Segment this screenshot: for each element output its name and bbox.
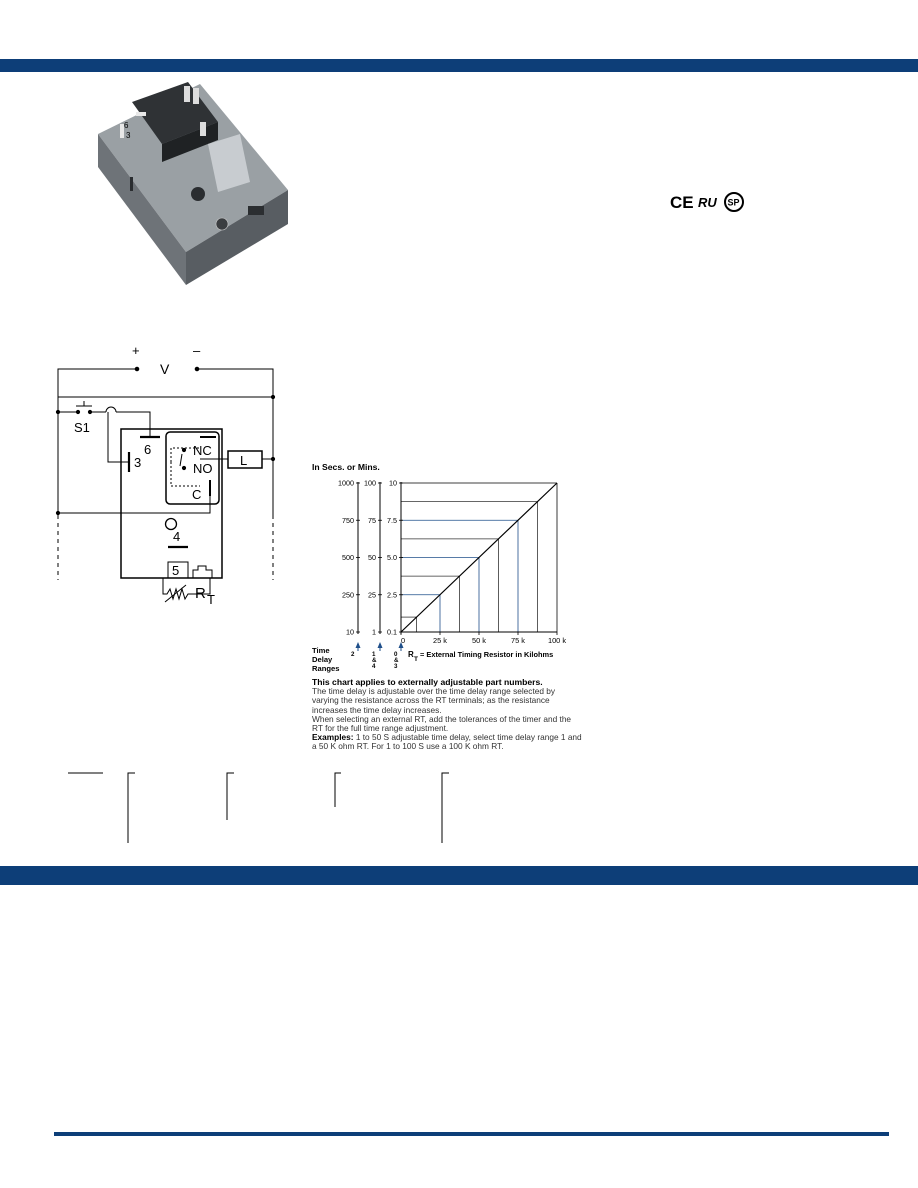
range-id-amp-2: &	[394, 657, 399, 664]
left-supply-wire	[58, 369, 137, 515]
terminal-6-label: 6	[144, 442, 152, 457]
y-axis-0-label-0: 1000	[338, 478, 354, 488]
photo-blade-1	[184, 86, 190, 102]
c-label: C	[192, 487, 202, 502]
y-axis-1-label-2: 50	[368, 553, 376, 563]
range-id-3: 3	[394, 663, 398, 670]
ordering-brackets	[60, 768, 460, 848]
bracket-line-3	[335, 773, 341, 807]
range-label-delay: Delay	[312, 655, 333, 664]
svg-text:SP: SP	[727, 197, 740, 208]
photo-slot	[130, 177, 133, 191]
range-id-amp-1: &	[372, 657, 377, 664]
wire-to-terminal-3	[108, 412, 128, 462]
range-id-0: 0	[394, 651, 398, 658]
product-photo	[90, 82, 290, 287]
y-axis-1-label-1: 75	[368, 515, 376, 525]
terminal-3-label: 3	[134, 455, 142, 470]
plus-terminal-dot	[135, 367, 139, 371]
notes-paragraph-2: When selecting an external RT, add the tolerances of the timer and the RT for the full time range adjustment.	[312, 713, 572, 734]
junction-dot-4	[56, 511, 59, 514]
x-tick-label-2: 50 k	[472, 636, 486, 645]
photo-terminal-3-label: 3	[126, 131, 131, 140]
y-axis-2-label-0: 10	[389, 478, 397, 488]
y-axis-0-label-4: 10	[346, 627, 354, 637]
nc-label: NC	[193, 443, 212, 458]
nc-dot	[182, 448, 185, 451]
section-divider-band	[0, 866, 918, 885]
y-axis-0-label-1: 750	[342, 515, 354, 525]
photo-blade-2	[193, 88, 199, 104]
no-label: NO	[193, 461, 213, 476]
x-tick-label-4: 100 k	[547, 636, 567, 645]
bracket-line-4	[442, 773, 449, 843]
footer-rule	[54, 1132, 889, 1136]
xlabel-prefix: R	[408, 650, 414, 659]
x-tick-label-1: 25 k	[433, 636, 447, 645]
top-header-band	[0, 59, 918, 72]
right-supply-wire	[197, 369, 273, 515]
y-axis-2-label-2: 5.0	[387, 553, 397, 563]
y-axis-2-label-3: 2.5	[387, 590, 397, 600]
notes-examples	[312, 733, 582, 751]
notes-heading: This chart applies to externally adjustable part numbers.	[312, 677, 543, 687]
terminal-rt-tab	[193, 566, 212, 578]
x-tick-label-0: 0	[401, 636, 406, 645]
y-axis-1-label-3: 25	[368, 590, 376, 600]
junction-dot-2	[271, 395, 274, 398]
range-id-2: 2	[351, 651, 355, 658]
photo-dial	[216, 218, 228, 230]
junction-dot-1	[56, 410, 59, 413]
no-dot	[182, 466, 185, 469]
photo-pot-hole	[191, 187, 205, 201]
wire-crossover	[106, 407, 116, 412]
y-axis-0-label-3: 250	[342, 590, 354, 600]
y-axis-1-label-0: 100	[364, 478, 376, 488]
voltage-label: V	[160, 361, 170, 377]
xlabel-subscript: T	[414, 656, 418, 663]
range-label-time: Time	[312, 646, 330, 655]
photo-connector	[248, 206, 264, 215]
xlabel-rest: = External Timing Resistor in Kilohms	[418, 650, 554, 659]
chart-notes	[312, 678, 582, 752]
y-axis-2-label-4: 0.1	[387, 627, 397, 637]
terminal-4-label: 4	[173, 529, 181, 544]
wiring-diagram	[40, 340, 290, 605]
range-label-ranges: Ranges	[312, 664, 340, 673]
notes-examples-text: 1 to 50 S adjustable time delay, select time delay range 1 and a 50 K ohm RT. For 1 to 100 S use a 100 K ohm RT.	[312, 732, 582, 752]
time-delay-chart	[310, 460, 590, 675]
ce-mark-icon	[670, 193, 694, 212]
plus-label: +	[132, 343, 140, 358]
minus-label: –	[193, 343, 201, 358]
chart-title: In Secs. or Mins.	[312, 462, 380, 472]
bracket-line-1	[128, 773, 135, 843]
switch-dot-left	[76, 410, 79, 413]
range-id-1: 1	[372, 651, 376, 658]
y-axis-2-label-1: 7.5	[387, 515, 397, 525]
x-tick-label-3: 75 k	[511, 636, 525, 645]
csa-mark-icon	[725, 193, 743, 211]
chart-plot-area	[338, 479, 566, 651]
photo-terminal-6-label: 6	[124, 121, 129, 130]
switch-label: S1	[74, 420, 90, 435]
svg-text:CE: CE	[670, 193, 694, 212]
y-axis-1-label-4: 1	[372, 627, 376, 637]
rt-subscript: T	[207, 592, 215, 605]
minus-terminal-dot	[195, 367, 199, 371]
certification-marks	[668, 190, 748, 214]
notes-paragraph-1: The time delay is adjustable over the time delay range selected by varying the resistance across the RT terminals; as the resistance increases the time delay increases.	[312, 686, 556, 715]
y-axis-0-label-2: 500	[342, 553, 354, 563]
ul-recognized-icon	[698, 195, 717, 210]
range-id-4: 4	[372, 663, 376, 670]
terminal-5-label: 5	[172, 563, 180, 578]
notes-examples-label: Examples:	[312, 732, 354, 743]
photo-terminal-6-blade	[136, 112, 146, 116]
junction-dot-3	[271, 457, 274, 460]
load-label: L	[240, 453, 248, 468]
photo-blade-3	[200, 122, 206, 136]
svg-text:RU: RU	[698, 195, 717, 210]
terminal-4-circle	[166, 519, 177, 530]
rt-label: R	[195, 585, 206, 602]
bracket-line-2	[227, 773, 234, 820]
armature	[180, 454, 182, 466]
